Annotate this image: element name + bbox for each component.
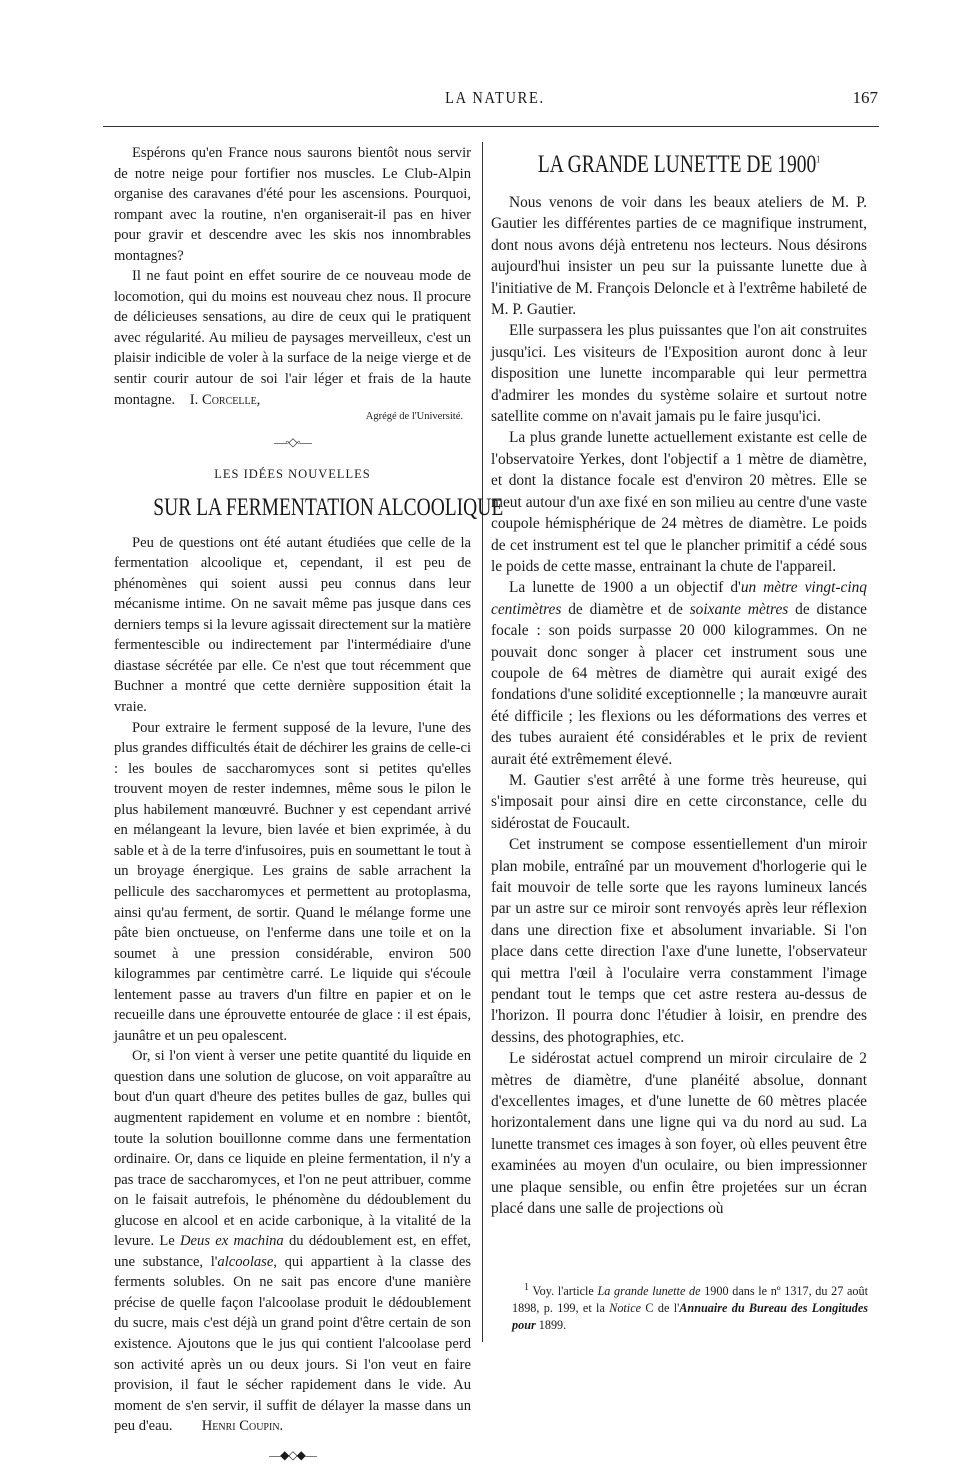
- text-run: Voy. l'article: [529, 1284, 598, 1298]
- paragraph: Elle surpassera les plus puissantes que l'on ait construites jusqu'ici. Les visiteurs de l'Exposition auront donc à leur disposition une lunette incomparable qui leur permettra d'admirer les mondes du système solaire et surtout notre satellite comme on n'avait jamais pu le faire jusqu'ici.: [491, 322, 867, 426]
- text-run: C de l': [641, 1300, 680, 1315]
- journal-title: LA NATURE.: [445, 88, 545, 107]
- text-run: , qui appartient à la classe des ferments solubles. On ne sait pas encore d'une manière précise de quelle façon l'alcoolase produit le dédoublement du sucre, mais c'est déjà un grand point d'être certain de son existence. Ajoutons que le jus qui contient l'alcoolase perd son activité après un ou deux jours. Si l'on veut en faire provision, il faut le sécher rapidement dans le vide. Au moment de s'en servir, il suffit de délayer la masse dans un peu d'eau.: [114, 1253, 472, 1435]
- article-title: [532, 150, 825, 180]
- paragraph: Nous venons de voir dans les beaux ateliers de M. P. Gautier les différentes parties de ce magnifique instrument, dont nous avons déjà entretenu nos lecteurs. Nous désirons aujourd'hui insister un peu sur la puissante lunette due à l'initiative de M. François Deloncle et à l'extrême habileté de M. P. Gautier.: [491, 194, 867, 319]
- paragraph: [491, 577, 867, 770]
- italic-phrase: Deus ex machina: [180, 1233, 284, 1250]
- article-kicker: LES IDÉES NOUVELLES: [214, 467, 371, 482]
- text-run: de diamètre et de: [561, 600, 690, 618]
- text-run: 1899.: [535, 1317, 567, 1332]
- text-run: La lunette de 1900 a un objectif d': [509, 579, 741, 597]
- footnote: [512, 1283, 868, 1333]
- text-run: du dédoublement est, en effet, une substance, l': [114, 1233, 471, 1270]
- title-text: LA GRANDE LUNETTE DE 1900: [537, 151, 817, 178]
- text-run: Or, si l'on vient à verser une petite quantité du liquide en question dans une solution de glucose, on voit apparaître au bout d'un quart d'heure des petites bulles de gaz, bulles qui augmentent rapidement en volume et en nombre : bientôt, toute la solution bouillonne comme dans une fermentation ordinaire. Or, dans ce liquide en pleine fermentation, il n'y a pas trace de saccharomyces, et l'on ne peut attribuer, comme on le faisait autrefois, le phénomène du dédoublement du glucose en alcool et en acide carbonique, à la vitalité de la levure. Le: [114, 1048, 471, 1250]
- article-title: SUR LA FERMENTATION ALCOOLIQUE: [153, 493, 504, 521]
- italic-phrase: La grande lunette de: [597, 1284, 701, 1298]
- column-divider: [482, 142, 483, 1342]
- page-number: 167: [852, 88, 878, 107]
- header-rule: [103, 126, 879, 127]
- italic-phrase: Annuaire du Bureau des Longitudes pour: [512, 1300, 869, 1332]
- section-ornament: —◦◇◦—: [274, 435, 311, 450]
- end-ornament: —◆◇◆—: [269, 1447, 316, 1462]
- italic-term: alcoolase: [217, 1253, 274, 1270]
- paragraph: [114, 1046, 471, 1436]
- author-signature: Henri Coupin.: [201, 1418, 284, 1435]
- footnote-text: [512, 1283, 868, 1333]
- right-column: [491, 146, 867, 1220]
- author-title: Agrégé de l'Université.: [365, 411, 463, 423]
- paragraph: Espérons qu'en France nous saurons bientôt nous servir de notre neige pour fortifier nos muscles. Le Club-Alpin organise des caravanes d'été pour les ascensions. Pourquoi, rompant avec la routine, n'en organiserait-il pas en hiver pour gravir et descendre avec les skis nos innombrables montagnes?: [114, 145, 471, 264]
- italic-phrase: un mètre vingt-cinq centimètres: [491, 579, 867, 618]
- paragraph: Peu de questions ont été autant étudiées que celle de la fermentation alcoolique et, cependant, il est peu de phénomènes qui soient aussi peu connus dans leur mécanisme intime. On ne savait même pas jusque dans ces derniers temps si la levure agissait directement sur la matière fermentescible ou indirectement par l'intermédiaire d'une diastase sécrétée par elle. Ce n'est que tout récemment que Buchner a montré que cette dernière supposition était la vraie.: [114, 534, 471, 716]
- paragraph: [114, 266, 471, 410]
- paragraph: Cet instrument se compose essentiellement d'un miroir plan mobile, entraîné par un mouvement d'horlogerie qui le fait mouvoir de telle sorte que les rayons lumineux lancés par un astre sur ce miroir sont renvoyés après leur réflexion dans une direction fixe et absolument invariable. Si l'on place dans cette direction l'axe d'une lunette, l'observateur qui mettra l'œil à l'oculaire verra constamment l'image pendant tout le temps que cet astre restera au-dessus de l'horizon. Il pourra donc l'étudier à loisir, en prendre des dessins, des photographies, etc.: [491, 836, 867, 1046]
- paragraph: M. Gautier s'est arrêté à une forme très heureuse, qui s'imposait pour ainsi dire en cette circonstance, celle du sidérostat de Foucault.: [491, 771, 867, 832]
- paragraph-text: Il ne faut point en effet sourire de ce nouveau mode de locomotion, qui du moins est nouveau chez nous. Il procure de délicieuses sensations, au dire de ceux qui le pratiquent avec régularité. Au milieu de paysages merveilleux, c'est un plaisir indicible de voler à la surface de la neige vierge et de sentir courir autour de soi l'air léger et frais de la haute montagne.: [114, 268, 471, 408]
- paragraph: Pour extraire le ferment supposé de la levure, l'une des plus grandes difficultés était de déchirer les grains de celle-ci : les boules de saccharomyces sont si petites qu'elles trouvent moyen de rester indemnes, même sous le pilon le plus habilement manœuvré. Buchner y est cependant arrivé en mélangeant la levure, bien lavée et bien exprimée, à du sable et à de la terre d'infusoires, puis en soumettant le tout à un broyage énergique. Les grains de sable arrachent la pellicule des saccharomyces et permettent au protoplasma, ainsi qu'au ferment, de sortir. Quand le mélange forme une pâte bien onctueuse, on l'enferme dans une toile et on la soumet à une pression considérable, environ 500 kilogrammes par centimètre carré. Le liquide qui s'écoule lentement passe au travers d'un filtre en papier et on le recueille dans une éprouvette entourée de glace : il est épais, jaunâtre et un peu opalescent.: [114, 719, 471, 1044]
- italic-phrase: Notice: [609, 1300, 642, 1315]
- left-column: [114, 143, 504, 1469]
- footnote-mark: 1: [816, 154, 821, 166]
- text-run: 1900 dans le nº 1317, du 27 août 1898, p. 199, et la: [512, 1284, 868, 1315]
- text-run: de distance focale : son poids surpasse 20 000 kilogrammes. On ne pouvait donc songer à placer cet instrument sous une coupole de 64 mètres de diamètre qui aurait exigé des fondations d'une solidité exceptionnelle ; la manœuvre aurait été difficile ; les flexions ou les déformations des verres et des tubes auraient été considérables et le prix de revient aurait été extrêmement élevé.: [491, 600, 867, 768]
- running-header: [110, 88, 880, 112]
- author-signature: I. Corcelle,: [189, 391, 261, 408]
- italic-phrase: soixante mètres: [689, 600, 789, 618]
- paragraph: Le sidérostat actuel comprend un miroir circulaire de 2 mètres de diamètre, d'une planéité absolue, donnant d'excellentes images, et d'une lunette de 60 mètres placée horizontalement dans une ligne qui va du nord au sud. La lunette transmet ces images à son foyer, où elles peuvent être examinées au moyen d'un oculaire, ou bien impressionner une plaque sensible, ou enfin être projetées sur un écran placé dans une salle de projections où: [491, 1050, 867, 1218]
- footnote-mark: 1: [524, 1281, 529, 1293]
- paragraph: La plus grande lunette actuellement existante est celle de l'observatoire Yerkes, dont l'objectif a 1 mètre de diamètre, et dont la distance focale est d'environ 20 mètres. Elle se meut autour d'un axe fixé en son milieu au centre d'une vaste coupole hémisphérique de 24 mètres de diamètre. Le poids de cet instrument est tel que le plancher primitif a cédé sous le poids de cette masse, entrainant la chute de l'appareil.: [491, 429, 867, 575]
